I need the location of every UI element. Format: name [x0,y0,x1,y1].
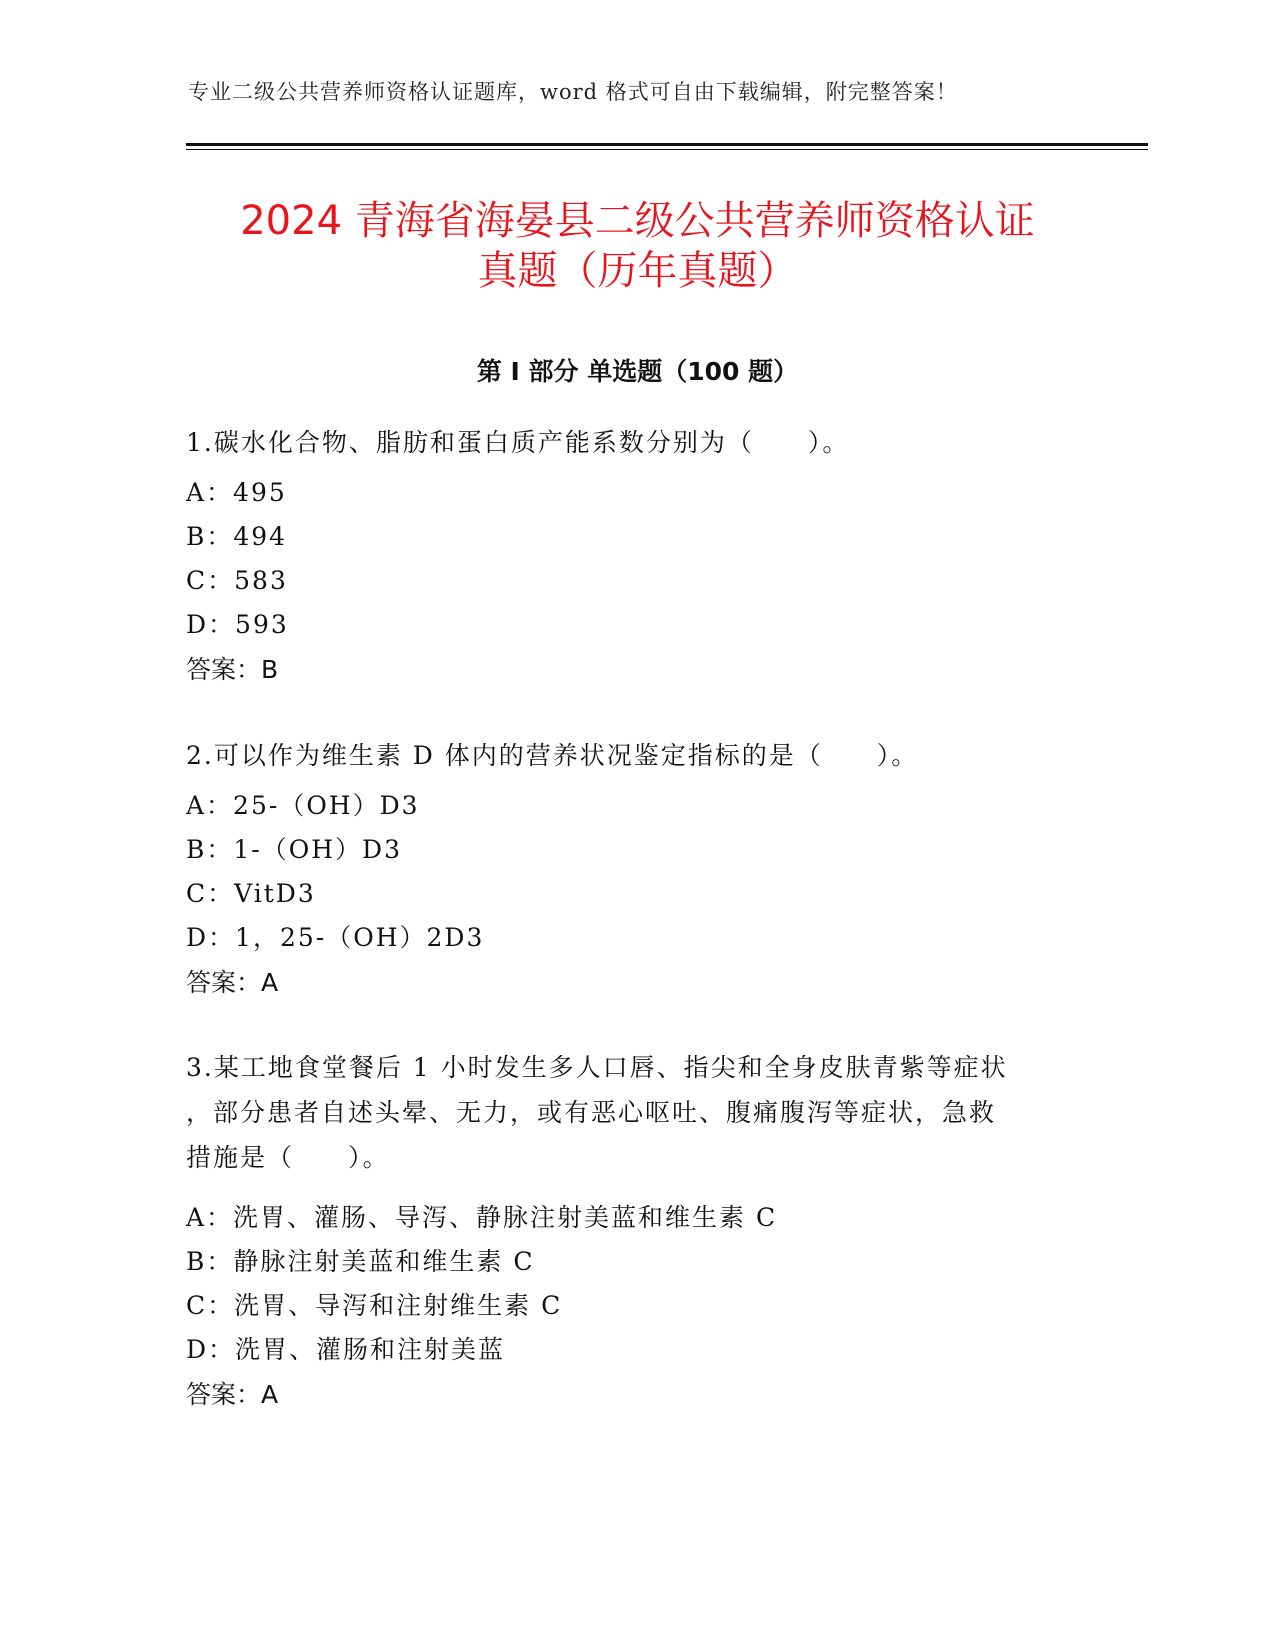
question-3-option-a: A：洗胃、灌肠、导泻、静脉注射美蓝和维生素 C [186,1203,778,1232]
question-2-option-c: C：VitD3 [186,879,316,908]
question-1-option-b: B：494 [186,522,288,551]
question-1-option-a: A：495 [186,478,287,507]
question-1-stem: 1.碳水化合物、脂肪和蛋白质产能系数分别为（ ）。 [186,428,850,457]
section-title: 第 I 部分 单选题（100 题） [476,357,799,386]
question-3-answer: 答案：A [186,1380,279,1409]
question-1-answer: 答案：B [186,655,279,684]
question-3-stem-line-2: ，部分患者自述头晕、无力，或有恶心呕吐、腹痛腹泻等症状，急救 [186,1098,997,1127]
question-2-option-b: B：1-（OH）D3 [186,835,402,864]
question-2-stem: 2.可以作为维生素 D 体内的营养状况鉴定指标的是（ ）。 [186,741,919,770]
document-title-line-2: 真题（历年真题） [477,248,798,294]
question-2-answer: 答案：A [186,968,279,997]
header-rule-thick [186,143,1148,146]
question-3-stem-line-3: 措施是（ ）。 [186,1143,390,1172]
document-title [130,196,1145,296]
document-title-line-1: 2024 青海省海晏县二级公共营养师资格认证 [240,198,1035,244]
question-3-option-d: D：洗胃、灌肠和注射美蓝 [186,1335,506,1364]
question-2-option-a: A：25-（OH）D3 [186,791,420,820]
header-rule-thin [186,149,1148,150]
question-2-option-d: D：1，25-（OH）2D3 [186,923,485,952]
question-1-option-c: C：583 [186,566,288,595]
question-3-stem-line-1: 3.某工地食堂餐后 1 小时发生多人口唇、指尖和全身皮肤青紫等症状 [186,1053,1008,1082]
question-1-option-d: D：593 [186,610,289,639]
question-3-option-b: B：静脉注射美蓝和维生素 C [186,1247,535,1276]
header-note: 专业二级公共营养师资格认证题库，word 格式可自由下载编辑，附完整答案！ [188,80,958,104]
question-3-option-c: C：洗胃、导泻和注射维生素 C [186,1291,563,1320]
